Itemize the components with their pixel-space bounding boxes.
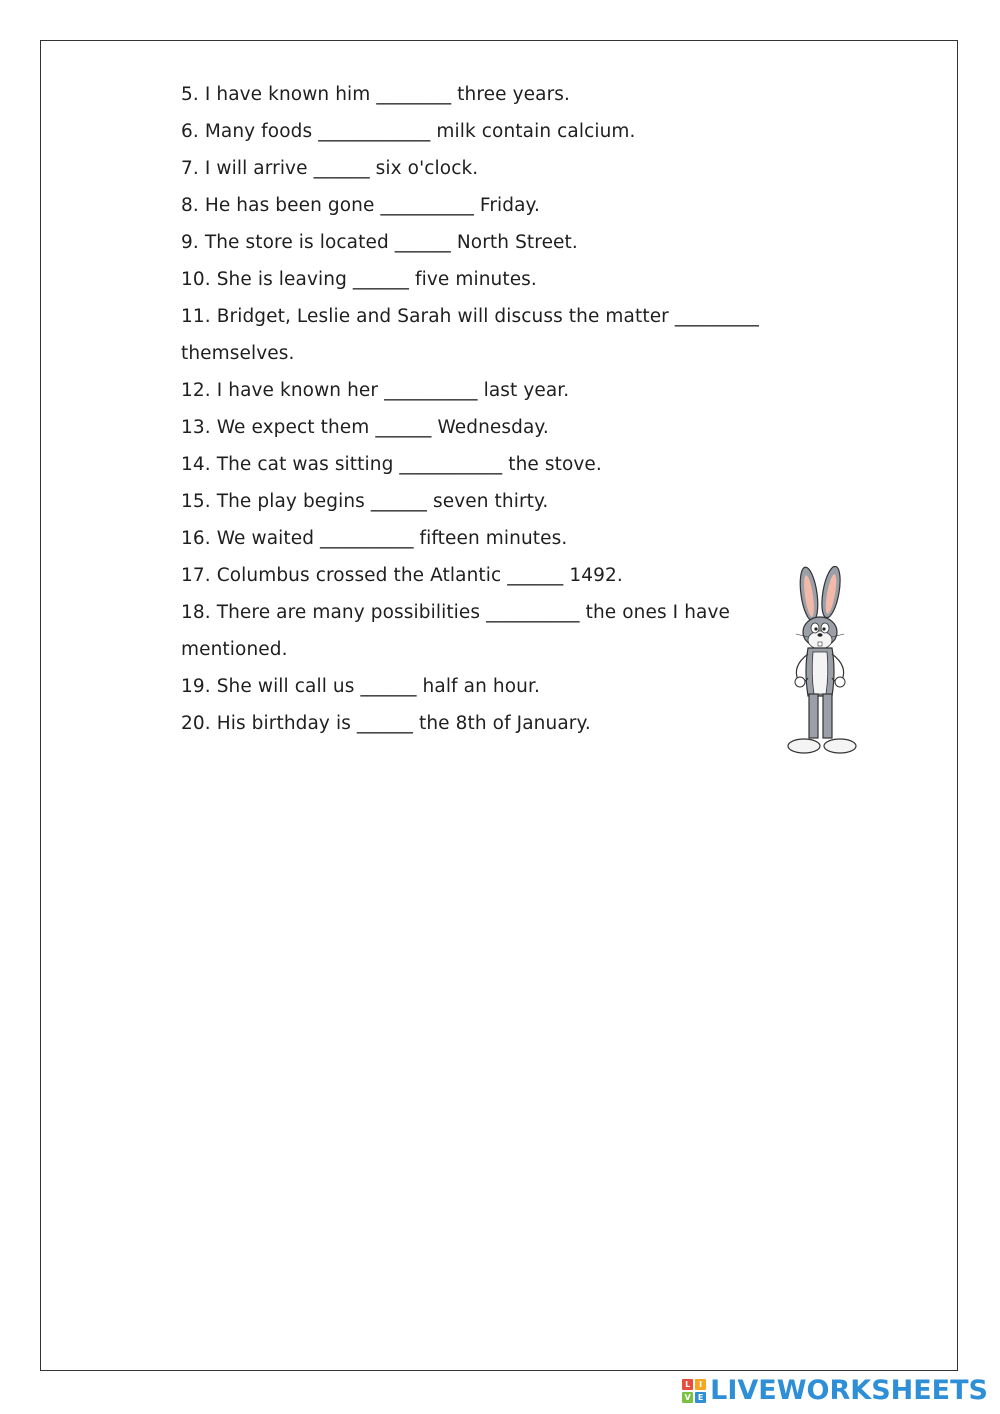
exercise-line: 14. The cat was sitting ___________ the stove. bbox=[181, 454, 602, 475]
logo-letter-l: L bbox=[682, 1379, 693, 1390]
exercise-line: 15. The play begins ______ seven thirty. bbox=[181, 491, 549, 512]
logo-letter-i: I bbox=[695, 1379, 706, 1390]
logo-squares-icon bbox=[682, 1379, 706, 1403]
cartoon-rabbit-icon bbox=[782, 566, 862, 760]
exercise-line-continuation: themselves. bbox=[181, 343, 295, 364]
exercise-line: 9. The store is located ______ North Street. bbox=[181, 232, 578, 253]
exercise-line-continuation: mentioned. bbox=[181, 639, 288, 660]
exercise-line: 12. I have known her __________ last year. bbox=[181, 380, 570, 401]
logo-letter-e: E bbox=[695, 1392, 706, 1403]
liveworksheets-logo[interactable] bbox=[682, 1374, 988, 1408]
exercise-line: 17. Columbus crossed the Atlantic ______ 1492. bbox=[181, 565, 623, 586]
logo-letter-v: V bbox=[682, 1392, 693, 1403]
exercise-line: 11. Bridget, Leslie and Sarah will discuss the matter _________ bbox=[181, 306, 760, 327]
exercise-line: 5. I have known him ________ three years. bbox=[181, 84, 570, 105]
exercise-list bbox=[181, 78, 781, 744]
exercise-line: 19. She will call us ______ half an hour. bbox=[181, 676, 540, 697]
exercise-line: 7. I will arrive ______ six o'clock. bbox=[181, 158, 479, 179]
exercise-line: 18. There are many possibilities __________ the ones I have bbox=[181, 602, 731, 623]
exercise-line: 8. He has been gone __________ Friday. bbox=[181, 195, 540, 216]
exercise-line: 6. Many foods ____________ milk contain calcium. bbox=[181, 121, 636, 142]
logo-text: LIVEWORKSHEETS bbox=[710, 1375, 988, 1406]
exercise-line: 20. His birthday is ______ the 8th of January. bbox=[181, 713, 591, 734]
exercise-line: 13. We expect them ______ Wednesday. bbox=[181, 417, 549, 438]
exercise-line: 10. She is leaving ______ five minutes. bbox=[181, 269, 537, 290]
exercise-line: 16. We waited __________ fifteen minutes. bbox=[181, 528, 568, 549]
